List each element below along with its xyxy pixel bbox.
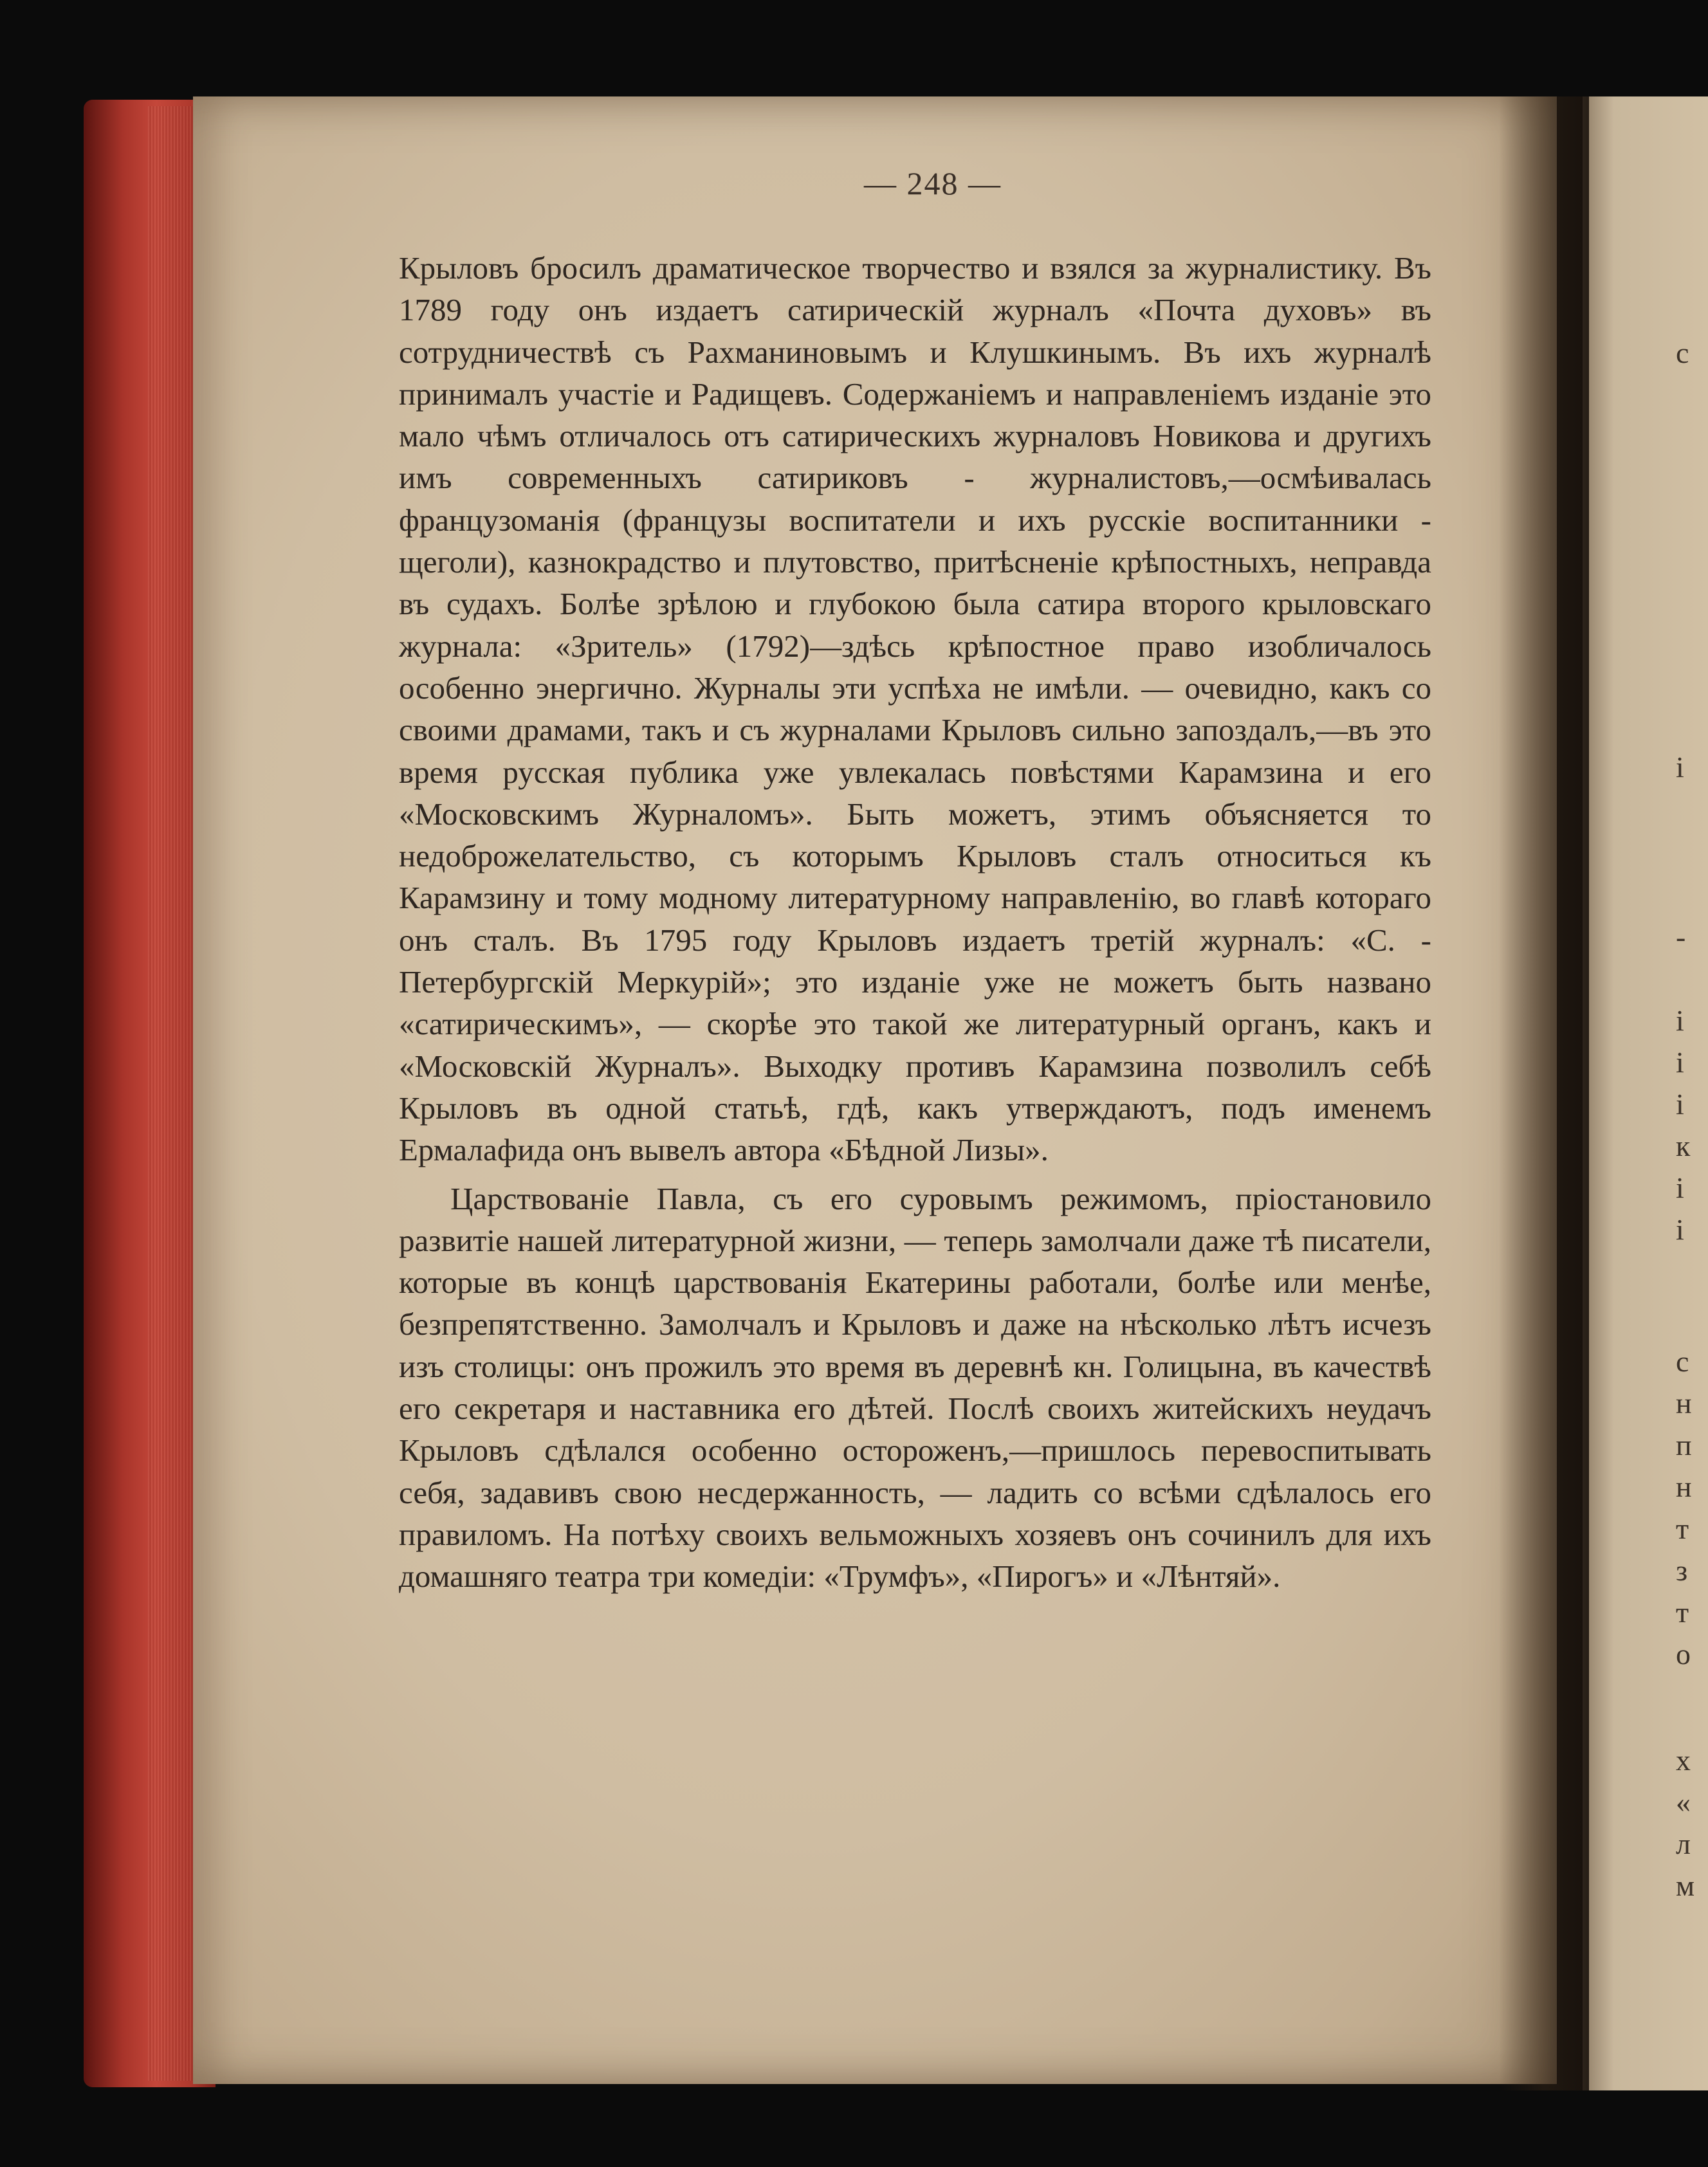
facing-page-fragment: і [1676,1171,1684,1204]
facing-page-fragment: п [1676,1429,1692,1461]
facing-page-fragment: к [1676,1129,1691,1162]
facing-page-fragment: - [1676,920,1686,953]
book-gutter-shadow [1499,96,1589,2090]
facing-page-fragment: і [1676,1088,1684,1120]
facing-page-fragment: с [1676,1345,1689,1378]
facing-page-fragment: о [1676,1638,1691,1670]
facing-page-fragment: м [1676,1869,1695,1902]
facing-page-fragment: л [1676,1827,1691,1860]
facing-page-fragment: т [1676,1512,1689,1545]
facing-page-fragment: і [1676,1004,1684,1037]
facing-page-fragment: і [1676,1213,1684,1246]
paragraph: Крыловъ бросилъ драматическое творчество и взялся за журналистику. Въ 1789 году онъ издаетъ сатирическій журналъ «Почта духовъ» въ сотрудничествѣ съ Рахманиновымъ и Клушкинымъ. Въ ихъ журналѣ принималъ участіе и Радищевъ. Содержаніемъ и направленіемъ изданіе это мало чѣмъ отличалось отъ сатирическихъ журналовъ Новикова и другихъ имъ современныхъ сатириковъ - журналистовъ,—осмѣивалась французоманія (французы воспитатели и ихъ русскіе воспитанники - щеголи), казнокрадство и плутовство, притѣсненіе крѣпостныхъ, неправда въ судахъ. Болѣе зрѣлою и глубокою была сатира второго крыловскаго журнала: «Зритель» (1792)—здѣсь крѣпостное право изобличалось особенно энергично. Журналы эти успѣха не имѣли. — очевидно, какъ со своими драмами, такъ и съ журналами Крыловъ сильно запоздалъ,—въ это время русская публика уже увлекалась повѣстями Карамзина и его «Московскимъ Журналомъ». Быть можетъ, этимъ объясняется то недоброжелательство, съ которымъ Крыловъ сталъ относиться къ Карамзину и тому модному литературному направленію, во главѣ котораго онъ сталъ. Въ 1795 году Крыловъ издаетъ третій журналъ: «С. - Петербургскій Меркурій»; это изданіе уже не можетъ быть названо «сатирическимъ», — скорѣе это такой же литературный органъ, какъ и «Московскій Журналъ». Выходку противъ Карамзина позволилъ себѣ Крыловъ въ одной статьѣ, гдѣ, какъ утверждаютъ, подъ именемъ Ермалафида онъ вывелъ автора «Бѣдной Лизы». [399,250,1431,1168]
facing-page-fragment: н [1676,1387,1692,1420]
page-body-text [399,247,1431,1598]
facing-page-fragment: « [1676,1786,1691,1818]
facing-page-fragment: з [1676,1554,1688,1587]
paragraph: Царствованіе Павла, съ его суровымъ режимомъ, пріостановило развитіе нашей литературной жизни, — теперь замолчали даже тѣ писатели, которые въ концѣ царствованія Екатерины работали, болѣе или менѣе, безпрепятственно. Замолчалъ и Крыловъ и даже на нѣсколько лѣтъ исчезъ изъ столицы: онъ прожилъ это время въ деревнѣ кн. Голицына, въ качествѣ его секретаря и наставника его дѣтей. Послѣ своихъ житейскихъ неудачъ Крыловъ сдѣлался особенно остороженъ,—пришлось перевоспитывать себя, задавивъ свою несдержанность, — ладить со всѣми сдѣлалось его правиломъ. На потѣху своихъ вельможныхъ хозяевъ онъ сочинилъ для ихъ домашняго театра три комедіи: «Трумфъ», «Пирогъ» и «Лѣнтяй». [399,1180,1431,1595]
facing-page-fragment: і [1676,1046,1684,1079]
facing-page-fragment: х [1676,1744,1691,1777]
facing-page-fragment: і [1676,751,1684,783]
facing-page-fragment: т [1676,1596,1689,1629]
page-number: — 248 — [864,165,1002,201]
facing-page-fragment: с [1676,336,1689,369]
facing-page-fragment: н [1676,1470,1692,1503]
